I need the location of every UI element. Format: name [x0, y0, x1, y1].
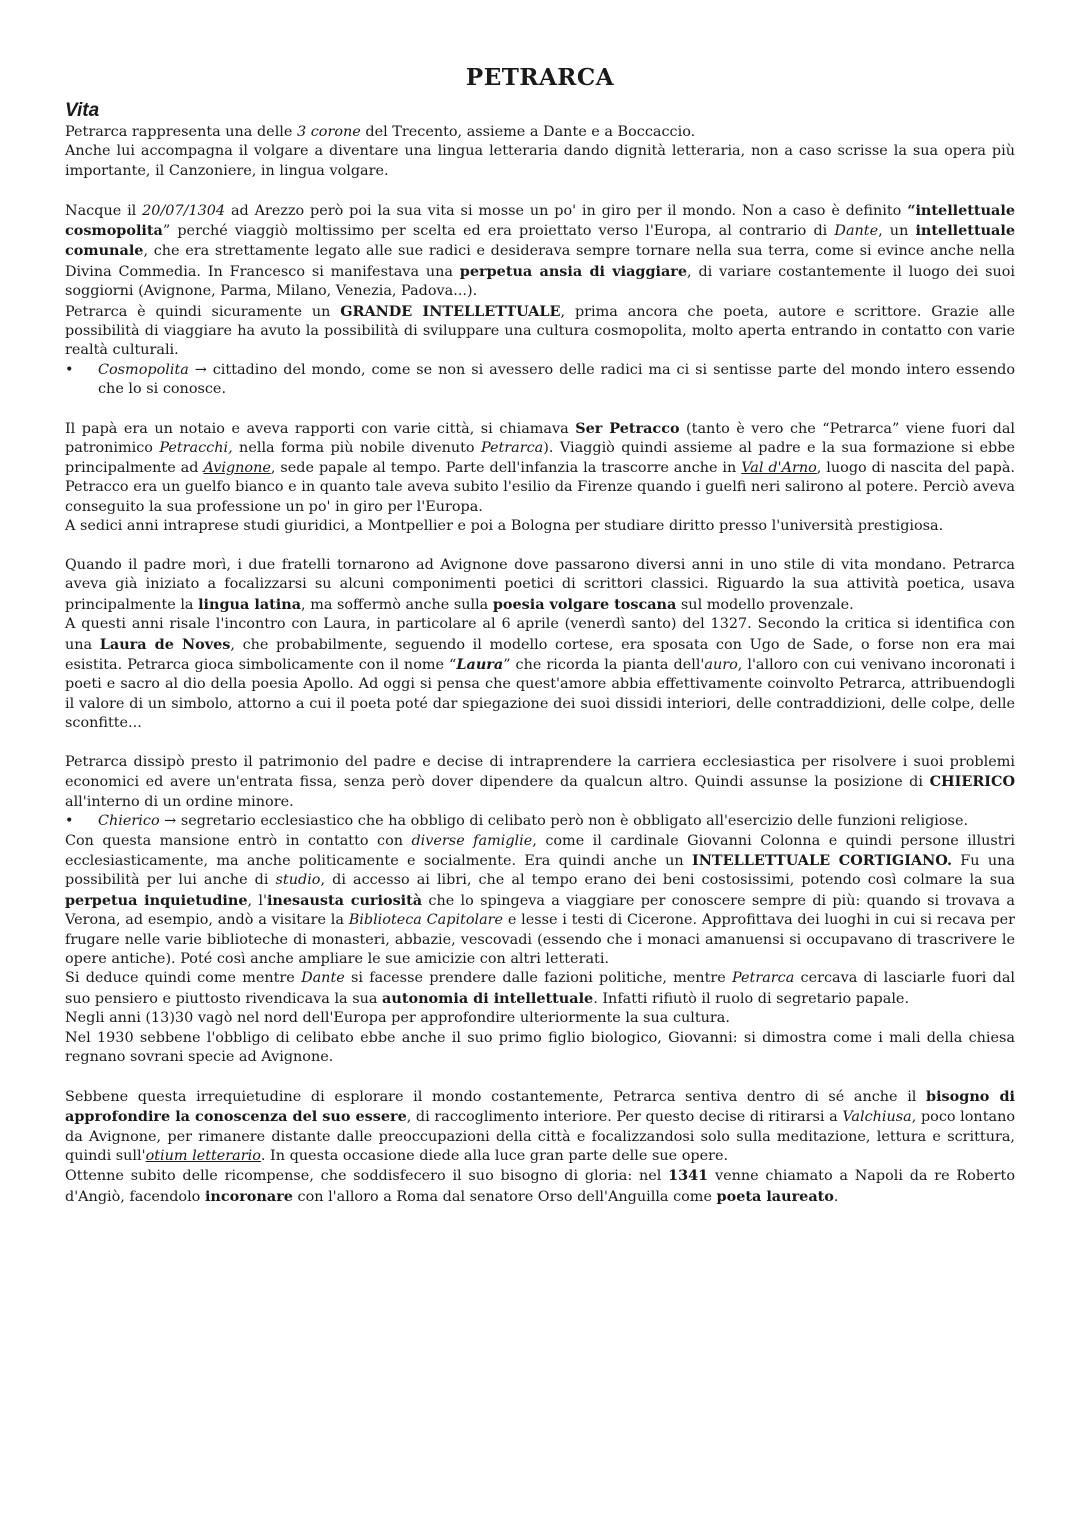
text-run: (tanto è vero che “Petrarca” viene fuori dal patronimico [65, 421, 1015, 457]
text-run: , l'alloro con cui venivano incoronati i poeti e sacro al dio della poesia Apollo. Ad oggi si pensa che quest'amore abbia effettivamente coinvolto Petrarca, attribuendogli il valore di un simbolo, attorno a cui il poeta poté dar spiegazione dei suoi dissidi interiori, delle contraddizioni, delle colpe, delle sconfitte... [65, 656, 1015, 732]
text-run: ” che ricorda la pianta dell' [503, 656, 705, 673]
paragraph [65, 556, 1015, 615]
text-run: , prima ancora che poeta, autore e scrittore. Grazie alle possibilità di viaggiare ha avuto la possibilità di sviluppare una cultura cosmopolita, molto aperta entrando in contatto con varie realtà culturali. [65, 303, 1016, 359]
paragraph-spacer [65, 734, 1015, 753]
text-run: Ottenne subito delle ricompense, che soddisfecero il suo bisogno di gloria: nel [65, 1168, 669, 1185]
text-run: Valchiusa [842, 1109, 912, 1126]
text-run: Laura [456, 655, 504, 673]
text-run: ad Arezzo però poi la sua vita si mosse un po' in giro per il mondo. Non a caso è definito [225, 202, 908, 219]
text-run: A questi anni risale l'incontro con Laura, in particolare al 6 aprile (venerdì santo) del 1327. Secondo la critica si identifica con una [65, 616, 1015, 653]
paragraph [65, 123, 1015, 142]
text-run: , ma soffermò anche sulla [301, 596, 493, 613]
text-run: poesia volgare toscana [492, 595, 677, 613]
text-run: , di variare costantemente il luogo dei suoi soggiorni (Avignone, Parma, Milano, Venezia, Padova...). [65, 263, 1015, 300]
paragraph [65, 419, 1015, 517]
text-run: lingua latina [198, 595, 302, 613]
text-run: otium letterario [145, 1148, 261, 1165]
text-run: e lesse i testi di Cicerone. Approfittava dei luoghi in cui si recava per frugare nelle varie biblioteche di monasteri, abbazie, vescovadi (essendo che i monaci amanuensi si occupavano di trascrivere le opere antiche). Poté così anche ampliare le sue amicizie con altri letterati. [65, 912, 1015, 967]
paragraph [65, 517, 1015, 536]
text-run: ). Viaggiò quindi assieme al padre e la sua formazione si ebbe principalmente ad [65, 440, 1015, 476]
paragraph [65, 1009, 1015, 1028]
text-run: Ser Petracco [575, 420, 680, 438]
text-run: sul modello provenzale. [676, 596, 854, 613]
text-run: → segretario ecclesiastico che ha obbligo di celibato però non è obbligato all'esercizio delle funzioni religiose. [159, 813, 969, 830]
text-run: Avignone [203, 459, 271, 476]
text-run: , di raccoglimento interiore. Per questo decise di ritirarsi a [406, 1109, 843, 1126]
text-run: venne chiamato a Napoli da re Roberto d'Angiò, facendolo [65, 1168, 1015, 1205]
paragraph [65, 753, 1015, 812]
text-run: Val d'Arno [741, 459, 817, 476]
text-run: → cittadino del mondo, come se non si avessero delle radici ma ci si sentisse parte del mondo intero essendo che lo si conosce. [98, 361, 1015, 398]
text-run: che lo spingeva a viaggiare per conoscere sempre di più: quando si trovava a Verona, ad esempio, andò a visitare la [65, 892, 1015, 929]
text-run: A sedici anni intraprese studi giuridici, a Montpellier e poi a Bologna per studiare diritto presso l'università prestigiosa. [65, 518, 944, 535]
text-run: cercava di lasciarle fuori dal suo pensiero e piuttosto rivendicava la sua [65, 970, 1016, 1007]
text-run: , un [878, 223, 916, 240]
paragraph [65, 142, 1015, 181]
text-run: . In questa occasione diede alla luce gran parte delle sue opere. [260, 1148, 729, 1165]
text-run: Laura de Noves [99, 635, 231, 653]
text-run: poeta laureato [716, 1187, 834, 1205]
text-run: , poco lontano da Avignone, per rimanere distante dalle preoccupazioni della città e focalizzandosi solo sulla meditazione, lettura e scrittura, quindi sull' [65, 1109, 1015, 1165]
text-run: Quando il padre morì, i due fratelli tornarono ad Avignone dove passarono diversi anni in uno stile di vita mondano. Petrarca aveva già iniziato a focalizzarsi su alcuni componimenti poetici di scrittori classici. Riguardo la sua attività poetica, usava principalmente la [65, 556, 1015, 613]
text-run: Petrarca rappresenta una delle [65, 124, 297, 140]
text-run: inesausta curiosità [266, 891, 423, 909]
text-run: Petrarca [731, 970, 795, 987]
text-run: ” perché viaggiò moltissimo per scelta ed era proiettato verso l'Europa, al contrario di [162, 223, 835, 240]
text-run: INTELLETTUALE CORTIGIANO. [692, 851, 952, 869]
text-run: Petrarca [480, 440, 544, 457]
paragraph [65, 1087, 1015, 1167]
text-run: bisogno di approfondire la conoscenza del suo essere [65, 1087, 1015, 1126]
section-heading: Vita [65, 100, 100, 121]
text-run: Dante [834, 223, 879, 240]
text-run: con l'alloro a Roma dal senatore Orso dell'Anguilla come [292, 1188, 717, 1205]
text-run: “intellettuale cosmopolita [65, 201, 1015, 240]
text-run: Biblioteca Capitolare [348, 912, 504, 929]
paragraph [65, 832, 1015, 970]
bullet-item [65, 361, 1015, 400]
paragraph-spacer [65, 181, 1015, 200]
text-run: 20/07/1304 [142, 202, 226, 219]
text-run: Chierico [98, 813, 160, 830]
text-run: , l' [247, 892, 267, 909]
text-run: perpetua inquietudine [65, 891, 248, 909]
paragraph [65, 615, 1015, 733]
text-run: Fu una possibilità per lui anche di [65, 852, 1015, 889]
text-run: . Infatti rifiutò il ruolo di segretario papale. [593, 990, 910, 1007]
text-run: perpetua ansia di viaggiare [459, 262, 688, 280]
text-run: Nel 1930 sebbene l'obbligo di celibato ebbe anche il suo primo figlio biologico, Giovanni: si dimostra come i mali della chiesa regnano sovrani specie ad Avignone. [65, 1029, 1015, 1066]
text-run: Negli anni (13)30 vagò nel nord dell'Europa per approfondire ulteriormente la sua cultura. [65, 1010, 730, 1027]
text-run: CHIERICO [929, 773, 1015, 791]
text-run: Petracchi, [159, 440, 233, 457]
text-run: , luogo di nascita del papà. Petracco era un guelfo bianco e in quanto tale aveva subito l'esilio da Firenze quando i guelfi neri salirono al potere. Perciò aveva conseguito la sua professione un po' in giro per l'Europa. [65, 459, 1015, 515]
text-run: Petrarca è quindi sicuramente un [65, 303, 341, 320]
text-run: Nacque il [65, 202, 143, 219]
paragraph [65, 201, 1015, 302]
text-run: intellettuale comunale [65, 222, 1015, 260]
document-body [65, 123, 1015, 1207]
bullet-icon: • [65, 361, 74, 378]
bullet-icon: • [65, 813, 74, 830]
paragraph [65, 1029, 1015, 1068]
paragraph [65, 1166, 1015, 1207]
text-run: del Trecento, assieme a Dante e a Boccaccio. [360, 124, 696, 140]
text-run: autonomia di intellettuale [382, 989, 594, 1007]
text-run: 3 corone [297, 124, 361, 140]
bullet-item [65, 812, 1015, 831]
text-run: diverse famiglie [411, 832, 533, 849]
text-run: auro [704, 656, 738, 673]
paragraph-spacer [65, 400, 1015, 419]
text-run: , che era strettamente legato alle sue radici e desiderava sempre tornare nella sua terra, come si evince anche nella Divina Commedia. In Francesco si manifestava una [65, 243, 1015, 280]
text-run: Dante [301, 970, 345, 987]
text-run: Con questa mansione entrò in contatto con [65, 832, 412, 849]
text-run: , sede papale al tempo. Parte dell'infanzia la trascorre anche in [270, 459, 742, 476]
paragraph-spacer [65, 1067, 1015, 1086]
page-title: PETRARCA [465, 64, 615, 91]
text-run: GRANDE INTELLETTUALE [340, 302, 561, 320]
text-run: all'interno di un ordine minore. [65, 793, 294, 810]
text-run: . [833, 1188, 839, 1205]
text-run: Il papà era un notaio e aveva rapporti con varie città, si chiamava [65, 421, 576, 438]
text-run: 1341 [668, 1167, 709, 1185]
text-run: Cosmopolita [98, 361, 189, 378]
text-run: nella forma più nobile divenuto [232, 440, 481, 457]
text-run: Anche lui accompagna il volgare a diventare una lingua letteraria dando dignità letteraria, non a caso scrisse la sua opera più importante, il Canzoniere, in lingua volgare. [65, 143, 1015, 179]
paragraph-spacer [65, 537, 1015, 556]
text-run: , come il cardinale Giovanni Colonna e quindi persone illustri ecclesiasticamente, ma anche politicamente e socialmente. Era quindi anche un [65, 832, 1015, 869]
text-run: , che probabilmente, seguendo il modello cortese, era sposata con Ugo de Sade, o forse non era mai esistita. Petrarca gioca simbolicamente con il nome “ [65, 636, 1015, 673]
text-run: Si deduce quindi come mentre [65, 970, 302, 987]
paragraph [65, 969, 1015, 1009]
text-run: incoronare [204, 1187, 293, 1205]
text-run: studio [275, 872, 321, 889]
text-run: Petrarca dissipò presto il patrimonio del padre e decise di intraprendere la carriera ecclesiastica per risolvere i suoi problemi economici ed avere un'entrata fissa, senza però dover dipendere da qualcun altro. Quindi assunse la posizione di [65, 753, 1015, 791]
text-run: si facesse prendere dalle fazioni politiche, mentre [344, 970, 732, 987]
paragraph [65, 302, 1015, 361]
text-run: , di accesso ai libri, che al tempo erano dei beni costosissimi, potendo così colmare la sua [320, 872, 1015, 889]
text-run: Sebbene questa irrequietudine di esplorare il mondo costantemente, Petrarca sentiva dentro di sé anche il [65, 1088, 927, 1105]
